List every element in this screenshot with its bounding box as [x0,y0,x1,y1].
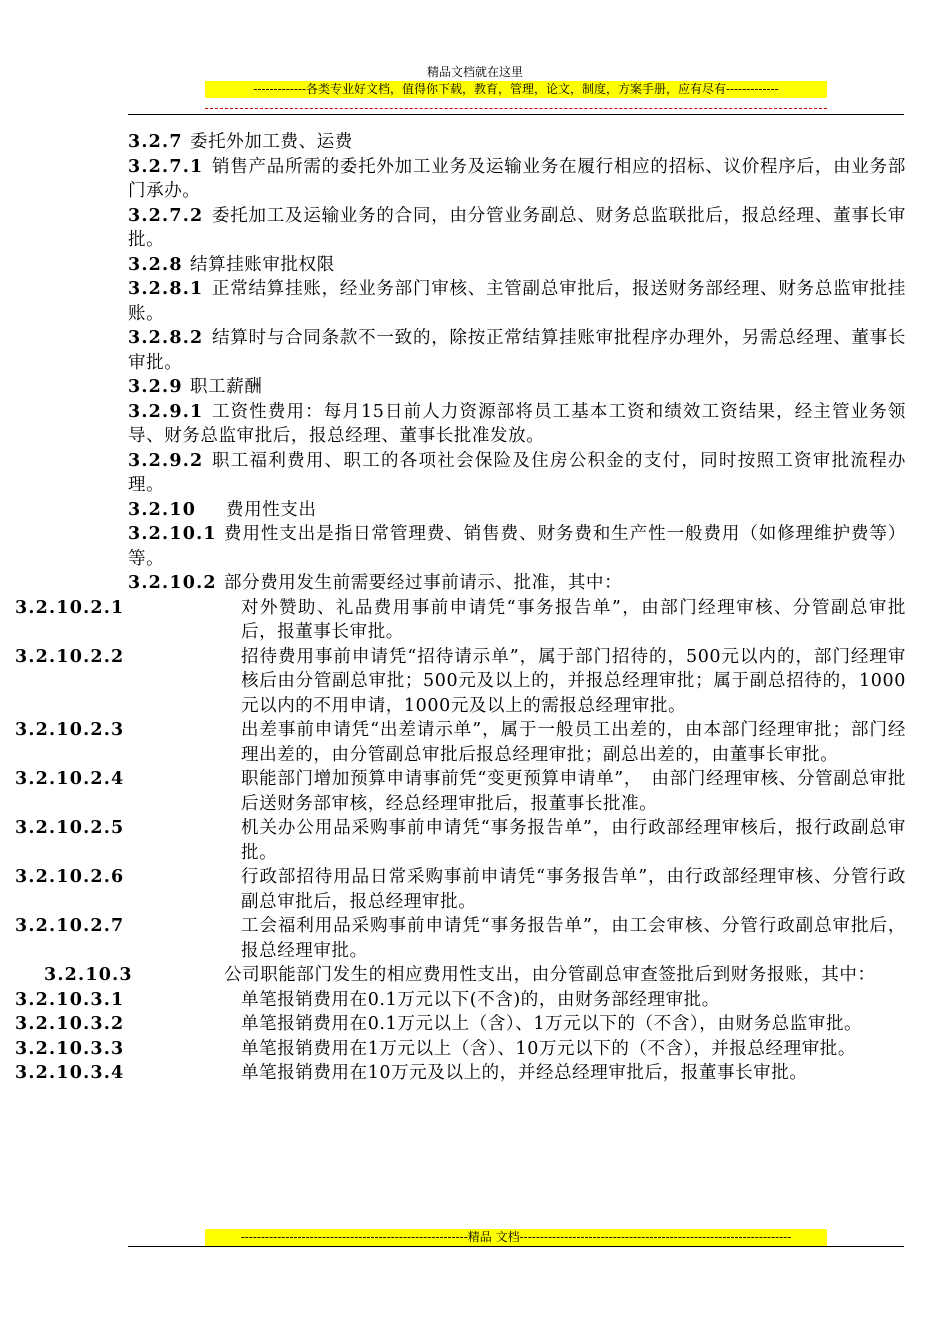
clause-number: 3.2.9.2 [128,450,204,471]
clause-text: 委托加工及运输业务的合同，由分管业务副总、财务总监联批后，报总经理、董事长审批。 [128,205,906,250]
sub-clause [15,1061,906,1086]
sub-clause-text: 职能部门增加预算申请事前凭“变更预算申请单”， 由部门经理审核、分管副总审批后送财务部审核，经总经理审批后，报董事长批准。 [241,769,906,814]
sub-clause-number: 3.2.10.2.7 [15,916,125,936]
clause-number: 3.2.10.2 [128,573,217,593]
sub-clause-text: 单笔报销费用在10万元及以上的，并经总经理审批后，报董事长审批。 [241,1063,808,1083]
clause [128,155,906,204]
sub-clause-text: 单笔报销费用在0.1万元以上（含）、1万元以下的（不含），由财务总监审批。 [241,1014,863,1034]
section-heading [128,498,906,523]
footer-banner: --------------------------------------------------------精品 文档------------------------------------------------------------------- [205,1229,827,1246]
sub-clause [15,596,906,645]
clause-text: 正常结算挂账，经业务部门审核、主管副总审批后，报送财务部经理、财务总监审批挂账。 [128,279,906,324]
clause-text: 工资性费用：每月15日前人力资源部将员工基本工资和绩效工资结果，经主管业务领导、财务总监审批后，报总经理、董事长批准发放。 [128,401,906,446]
clause [128,277,906,326]
section-heading [128,375,906,400]
clause [44,963,906,988]
sub-clause-text: 对外赞助、礼品费用事前申请凭“事务报告单”，由部门经理审核、分管副总审批后，报董事长审批。 [241,597,906,642]
clause [128,204,906,253]
sub-clause [15,914,906,963]
sub-clause-text: 机关办公用品采购事前申请凭“事务报告单”，由行政部经理审核后，报行政副总审批。 [241,818,906,863]
clause-number: 3.2.8.1 [128,279,204,299]
sub-clause-text: 单笔报销费用在1万元以上（含）、10万元以下的（不含），并报总经理审批。 [241,1038,856,1059]
clause-text: 公司职能部门发生的相应费用性支出，由分管副总审查签批后到财务报账，其中： [224,965,876,985]
clause-number: 3.2.7.1 [128,156,204,177]
clause-number: 3.2.9.1 [128,401,204,422]
sub-clause-number: 3.2.10.2.5 [15,818,125,838]
sub-clause-number: 3.2.10.3.3 [15,1038,125,1059]
clause-number: 3.2.10.3 [44,965,133,985]
sub-clause [15,816,906,865]
sub-clause-number: 3.2.10.3.2 [15,1014,125,1034]
section-text: 职工薪酬 [190,377,263,397]
clause [128,571,906,596]
clause-text: 结算时与合同条款不一致的，除按正常结算挂账审批程序办理外，另需总经理、董事长审批。 [128,328,906,373]
header-dashed-line [205,98,827,109]
header-title: 精品文档就在这里 [426,65,523,79]
sub-clause-number: 3.2.10.2.6 [15,867,125,887]
header-rule [128,114,904,115]
section-number: 3.2.8 [128,254,183,275]
header-banner: -------------各类专业好文档，值得你下载，教育，管理，论文，制度，方案手册，应有尽有------------- [205,81,827,98]
section-text: 结算挂账审批权限 [190,254,335,275]
section-heading [128,130,906,155]
clause [128,522,906,571]
sub-clause [15,767,906,816]
sub-clause [15,645,906,719]
sub-clause [15,988,906,1013]
clause-text: 职工福利费用、职工的各项社会保险及住房公积金的支付，同时按照工资审批流程办理。 [128,450,906,495]
sub-clause-text: 出差事前申请凭“出差请示单”，属于一般员工出差的，由本部门经理审批；部门经理出差的，由分管副总审批后报总经理审批；副总出差的，由董事长审批。 [241,720,906,765]
section-number: 3.2.7 [128,132,183,152]
document-body [15,130,906,1086]
clause [128,400,906,449]
section-heading [128,253,906,278]
section-number: 3.2.10 [128,499,197,520]
section-text: 委托外加工费、运费 [190,132,353,152]
sub-clause [15,865,906,914]
sub-clause-number: 3.2.10.2.4 [15,769,125,789]
sub-clause-number: 3.2.10.2.1 [15,597,125,618]
sub-clause-text: 单笔报销费用在0.1万元以下(不含)的，由财务部经理审批。 [241,989,720,1010]
clause-text: 费用性支出是指日常管理费、销售费、财务费和生产性一般费用（如修理维护费等）等。 [128,524,906,569]
clause [128,326,906,375]
sub-clause [15,1037,906,1062]
sub-clause-number: 3.2.10.2.3 [15,720,125,740]
clause-number: 3.2.7.2 [128,205,204,226]
sub-clause-text: 行政部招待用品日常采购事前申请凭“事务报告单”，由行政部经理审核、分管行政副总审批后，报总经理审批。 [241,867,906,912]
sub-clause-text: 招待费用事前申请凭“招待请示单”，属于部门招待的，500元以内的，部门经理审核后由分管副总审批；500元及以上的，并报总经理审批；属于副总招待的，1000元以内的不用申请，1000元及以上的需报总经理审批。 [241,646,906,716]
clause-text: 销售产品所需的委托外加工业务及运输业务在履行相应的招标、议价程序后，由业务部门承办。 [128,156,906,201]
section-text: 费用性支出 [226,499,317,520]
clause-number: 3.2.10.1 [128,524,217,544]
footer-rule [128,1246,904,1247]
sub-clause [15,718,906,767]
sub-clause-number: 3.2.10.3.4 [15,1063,125,1083]
sub-clause-text: 工会福利用品采购事前申请凭“事务报告单”，由工会审核、分管行政副总审批后，报总经理审批。 [241,916,906,961]
sub-clause-number: 3.2.10.2.2 [15,646,125,667]
sub-clause-number: 3.2.10.3.1 [15,989,125,1010]
clause-number: 3.2.8.2 [128,328,204,348]
section-number: 3.2.9 [128,377,183,397]
clause [128,449,906,498]
sub-clause [15,1012,906,1037]
clause-text: 部分费用发生前需要经过事前请示、批准，其中： [224,573,623,593]
